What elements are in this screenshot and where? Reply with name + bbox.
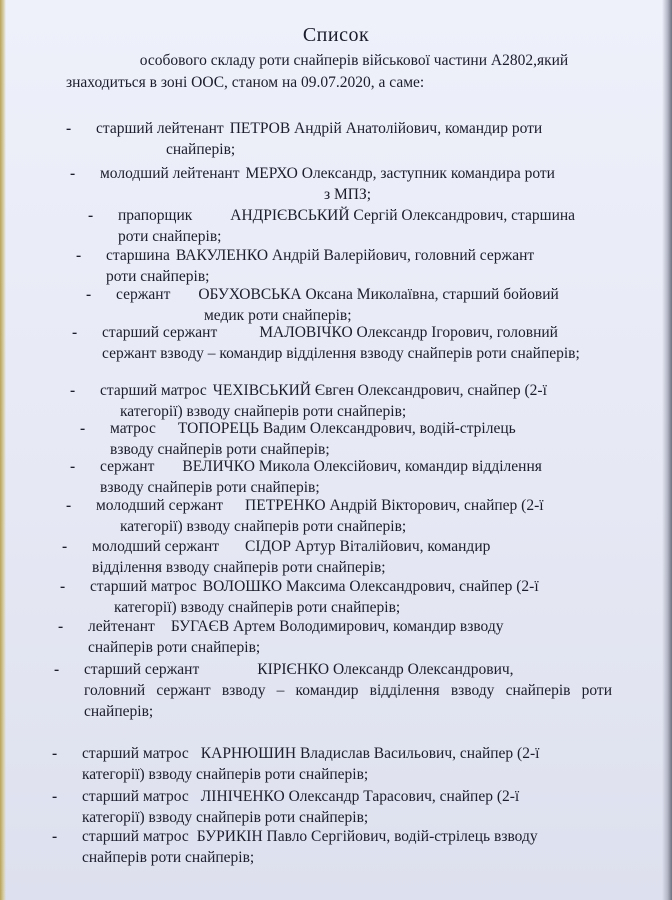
list-item-text: МЕРХО Олександр, заступник командира роти (245, 165, 555, 182)
list-item-continuation: взводу снайперів роти снайперів; (100, 479, 320, 496)
list-item-text: БУРИКІН Павло Сергійович, водій-стрілець взводу (196, 828, 538, 845)
list-item-text: ВАКУЛЕНКО Андрій Валерійович, головний сержант (175, 247, 535, 264)
list-item (70, 380, 612, 422)
list-item-rank: старшина (106, 247, 170, 264)
list-item-continuation: снайперів; (166, 141, 236, 158)
list-bullet: - (86, 286, 92, 303)
list-bullet: - (66, 120, 72, 137)
intro-line-2: знаходиться в зоні ООС, станом на 09.07.2020, а саме: (66, 74, 425, 91)
list-item-continuation: сержант взводу – командир відділення взводу снайперів роти снайперів; (102, 345, 580, 362)
list-item-continuation: снайперів роти снайперів; (88, 639, 261, 656)
list-item-rank: старший матрос (90, 578, 197, 595)
list-item-rank: сержант (116, 286, 171, 303)
list-item-continuation: медик роти снайперів; (204, 307, 352, 324)
list-item-rank: сержант (100, 458, 155, 475)
list-item (70, 163, 610, 205)
list-bullet: - (70, 458, 76, 475)
list-item-continuation: снайперів роти снайперів; (82, 849, 255, 866)
list-item-rank: старший матрос (100, 382, 207, 399)
list-item (54, 659, 612, 722)
document-title: Список (302, 24, 370, 46)
list-item (76, 245, 608, 287)
list-item (70, 456, 612, 498)
list-item-text: ЛІНІЧЕНКО Олександр Тарасович, снайпер (2-ї (200, 788, 520, 805)
list-item (72, 322, 612, 364)
list-bullet: - (70, 165, 76, 182)
list-item-rank: старший лейтенант (96, 120, 224, 137)
list-bullet: - (72, 324, 78, 341)
list-item-rank: старший матрос (82, 828, 189, 845)
list-item-rank: молодший сержант (92, 538, 220, 555)
list-item-continuation: категорії) взводу снайперів роти снайперів; (82, 766, 369, 783)
list-item-text: ТОПОРЕЦЬ Вадим Олександрович, водій-стрілець (177, 420, 516, 437)
list-item-rank: молодший лейтенант (100, 165, 240, 182)
list-item-continuation: з МПЗ; (324, 186, 372, 203)
list-item-text: ПЕТРОВ Андрій Анатолійович, командир роти (229, 120, 543, 137)
list-bullet: - (62, 538, 68, 555)
list-item-continuation: відділення взводу снайперів роти снайперів; (92, 559, 386, 576)
list-item-continuation: категорії) взводу снайперів роти снайперів; (114, 599, 401, 616)
list-bullet: - (52, 745, 58, 762)
list-item (52, 826, 624, 868)
list-item (58, 616, 612, 658)
list-item-text: ПЕТРЕНКО Андрій Вікторович, снайпер (2-ї (245, 497, 544, 514)
intro-line-1: особового складу роти снайперів військової частини А2802,який (139, 52, 569, 69)
list-item-rank: старший сержант (84, 661, 200, 678)
list-item (66, 495, 612, 537)
list-item-text: МАЛОВІЧКО Олександр Ігорович, головний (259, 324, 558, 341)
list-item (86, 284, 612, 326)
list-item (52, 743, 616, 785)
list-item-continuation: категорії) взводу снайперів роти снайперів; (120, 518, 407, 535)
list-item (66, 118, 616, 160)
list-item-text: ЧЕХІВСЬКИЙ Євген Олександрович, снайпер (2-ї (212, 382, 547, 399)
list-item (88, 205, 616, 247)
list-item-text: ВЕЛИЧКО Микола Олексійович, командир відділення (182, 458, 542, 475)
list-item-continuation: роти снайперів; (106, 268, 210, 285)
list-bullet: - (88, 207, 94, 224)
list-item-text: ВОЛОШКО Максима Олександрович, снайпер (2-ї (202, 578, 539, 595)
list-item (60, 576, 612, 618)
list-item-rank: прапорщик (118, 207, 193, 224)
list-item-text: КІРІЄНКО Олександр Олександрович, (257, 661, 514, 678)
list-item (80, 418, 612, 460)
list-item-rank: старший матрос (82, 745, 189, 762)
list-item-rank: лейтенант (88, 618, 155, 635)
list-item (52, 786, 618, 828)
list-item-text: ОБУХОВСЬКА Оксана Миколаївна, старший бойовий (198, 286, 559, 303)
list-bullet: - (66, 497, 72, 514)
list-item-continuation: категорії) взводу снайперів роти снайперів; (82, 809, 369, 826)
list-bullet: - (54, 661, 60, 678)
list-bullet: - (60, 578, 66, 595)
page-edge-left (0, 0, 6, 900)
list-item-rank: молодший сержант (96, 497, 224, 514)
list-item-rank: старший сержант (102, 324, 218, 341)
page-edge-right (662, 0, 672, 900)
list-item-text: АНДРІЄВСЬКИЙ Сергій Олександрович, старшина (230, 207, 576, 224)
list-item-continuation: головний сержант взводу – командир відділення взводу снайперів роти снайперів; (84, 682, 612, 720)
list-bullet: - (70, 382, 76, 399)
list-item-rank: старший матрос (82, 788, 189, 805)
list-item-continuation: взводу снайперів роти снайперів; (110, 441, 330, 458)
list-item-text: БУГАЄВ Артем Володимирович, командир взводу (170, 618, 504, 635)
list-bullet: - (76, 247, 82, 264)
document-intro (66, 50, 624, 94)
list-bullet: - (80, 420, 86, 437)
list-bullet: - (52, 828, 58, 845)
list-item (62, 536, 612, 578)
list-bullet: - (52, 788, 58, 805)
list-item-continuation: категорії) взводу снайперів роти снайперів; (120, 403, 407, 420)
list-item-rank: матрос (110, 420, 156, 437)
list-item-text: КАРНЮШИН Владислав Васильович, снайпер (2-ї (200, 745, 540, 762)
list-item-text: СІДОР Артур Віталійович, командир (245, 538, 491, 555)
list-item-continuation: роти снайперів; (118, 228, 222, 245)
list-bullet: - (58, 618, 64, 635)
